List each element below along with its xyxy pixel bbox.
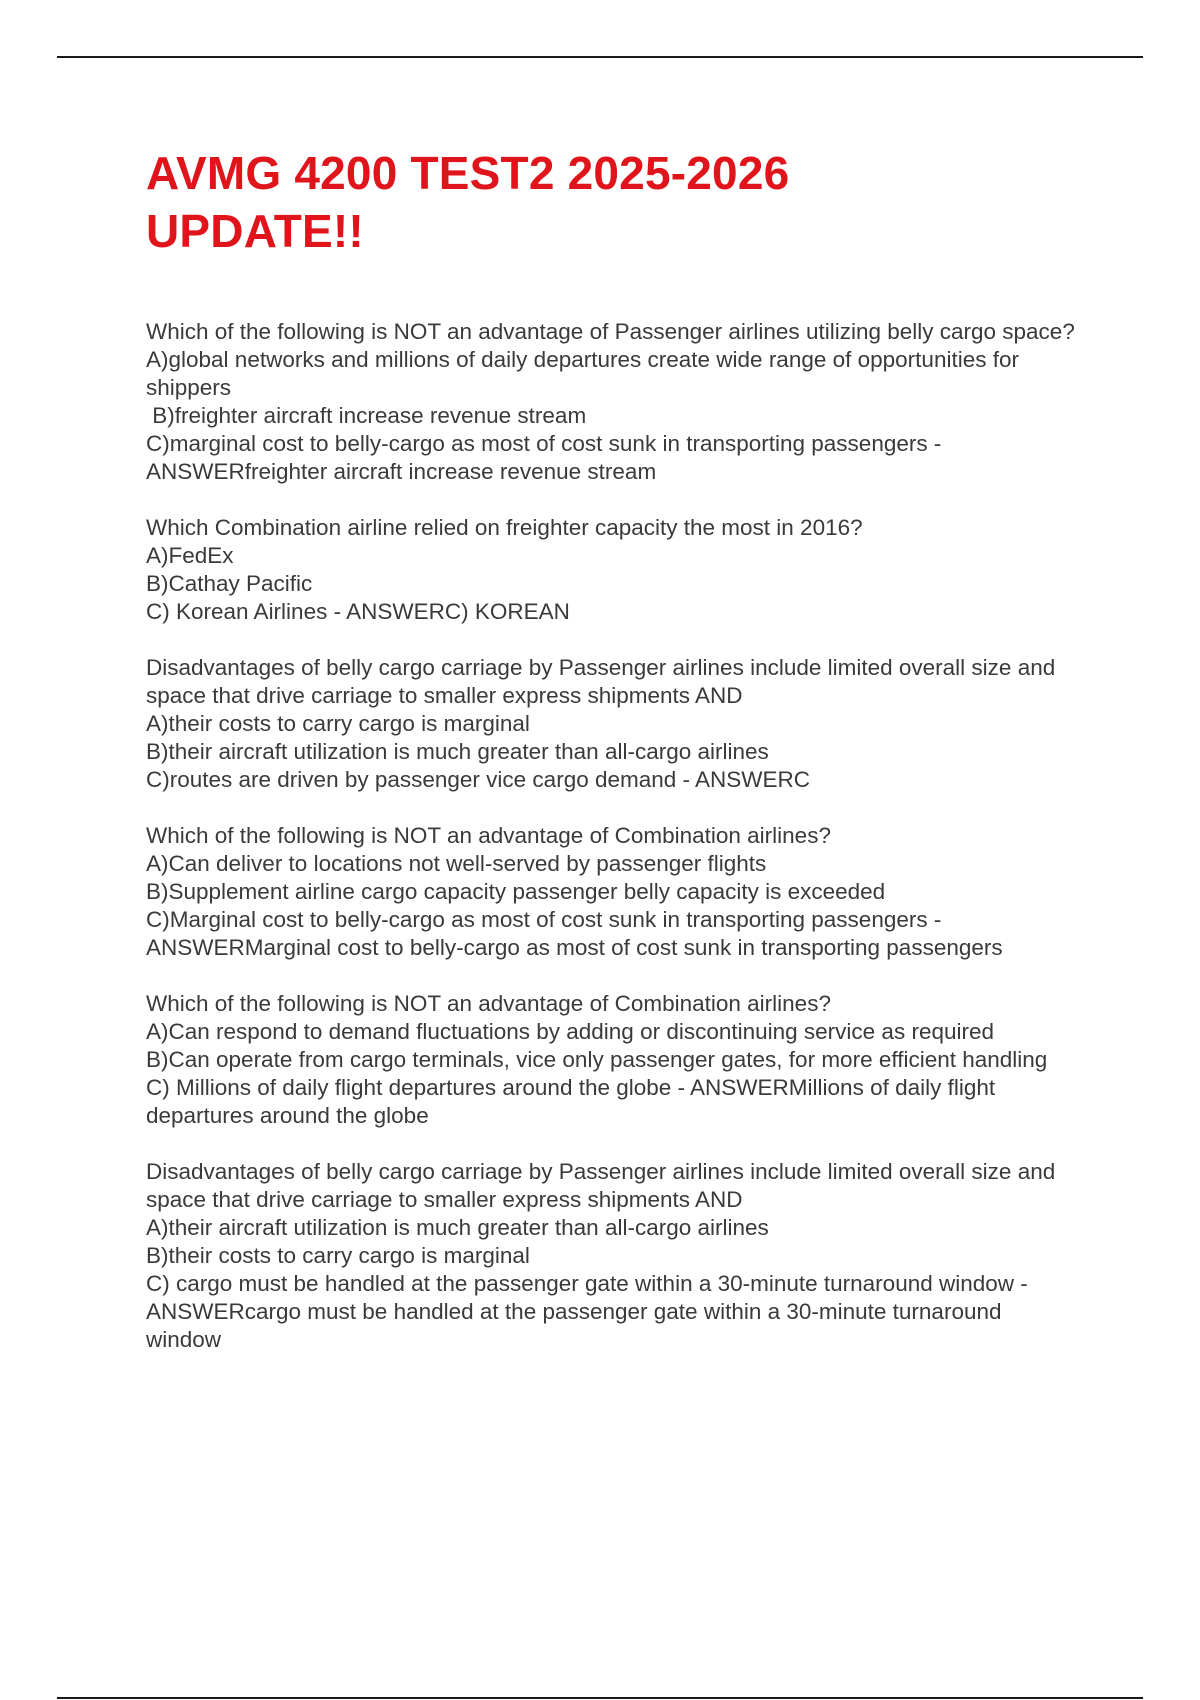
question-block xyxy=(146,822,1076,962)
question-block xyxy=(146,990,1076,1130)
option-c-with-answer: C) cargo must be handled at the passenger gate within a 30-minute turnaround window - ANSWERcargo must be handled at the passenger gate within a 30-minute turnaround window xyxy=(146,1271,1033,1352)
question-text: Which of the following is NOT an advantage of Combination airlines? xyxy=(146,823,831,848)
document-title xyxy=(146,144,1076,260)
question-text: Disadvantages of belly cargo carriage by Passenger airlines include limited overall size and space that drive carriage to smaller express shipments AND xyxy=(146,1159,1062,1212)
option-b: B)Cathay Pacific xyxy=(146,571,313,596)
option-c-with-answer: C)marginal cost to belly-cargo as most of cost sunk in transporting passengers - ANSWERfreighter aircraft increase revenue stream xyxy=(146,431,947,484)
question-list xyxy=(146,318,1076,1354)
question-block xyxy=(146,1158,1076,1354)
question-text: Disadvantages of belly cargo carriage by Passenger airlines include limited overall size and space that drive carriage to smaller express shipments AND xyxy=(146,655,1062,708)
option-a: A)Can deliver to locations not well-served by passenger flights xyxy=(146,851,767,876)
question-text: Which of the following is NOT an advantage of Passenger airlines utilizing belly cargo space? xyxy=(146,319,1075,344)
document-title-line-2: UPDATE!! xyxy=(146,205,364,257)
option-c-with-answer: C) Millions of daily flight departures around the globe - ANSWERMillions of daily flight departures around the globe xyxy=(146,1075,1002,1128)
option-b: B)Supplement airline cargo capacity passenger belly capacity is exceeded xyxy=(146,879,886,904)
option-c-with-answer: C)Marginal cost to belly-cargo as most of cost sunk in transporting passengers - ANSWERMarginal cost to belly-cargo as most of cost sunk in transporting passengers xyxy=(146,907,1003,960)
question-block xyxy=(146,514,1076,626)
option-b: B)freighter aircraft increase revenue stream xyxy=(146,403,587,428)
question-text: Which of the following is NOT an advantage of Combination airlines? xyxy=(146,991,831,1016)
document-body xyxy=(146,144,1076,1382)
option-a: A)Can respond to demand fluctuations by adding or discontinuing service as required xyxy=(146,1019,995,1044)
option-c-with-answer: C) Korean Airlines - ANSWERC) KOREAN xyxy=(146,599,570,624)
option-a: A)their costs to carry cargo is marginal xyxy=(146,711,530,736)
document-title-line-1: AVMG 4200 TEST2 2025-2026 xyxy=(146,147,790,199)
option-a: A)FedEx xyxy=(146,543,234,568)
option-b: B)their costs to carry cargo is marginal xyxy=(146,1243,530,1268)
option-b: B)their aircraft utilization is much greater than all-cargo airlines xyxy=(146,739,769,764)
top-divider xyxy=(57,56,1143,58)
option-a: A)global networks and millions of daily departures create wide range of opportunities for shippers xyxy=(146,347,1026,400)
question-block xyxy=(146,318,1076,486)
option-c-with-answer: C)routes are driven by passenger vice cargo demand - ANSWERC xyxy=(146,767,811,792)
option-a: A)their aircraft utilization is much greater than all-cargo airlines xyxy=(146,1215,769,1240)
bottom-divider xyxy=(57,1697,1143,1699)
question-text: Which Combination airline relied on freighter capacity the most in 2016? xyxy=(146,515,863,540)
option-b: B)Can operate from cargo terminals, vice only passenger gates, for more efficient handling xyxy=(146,1047,1048,1072)
question-block xyxy=(146,654,1076,794)
